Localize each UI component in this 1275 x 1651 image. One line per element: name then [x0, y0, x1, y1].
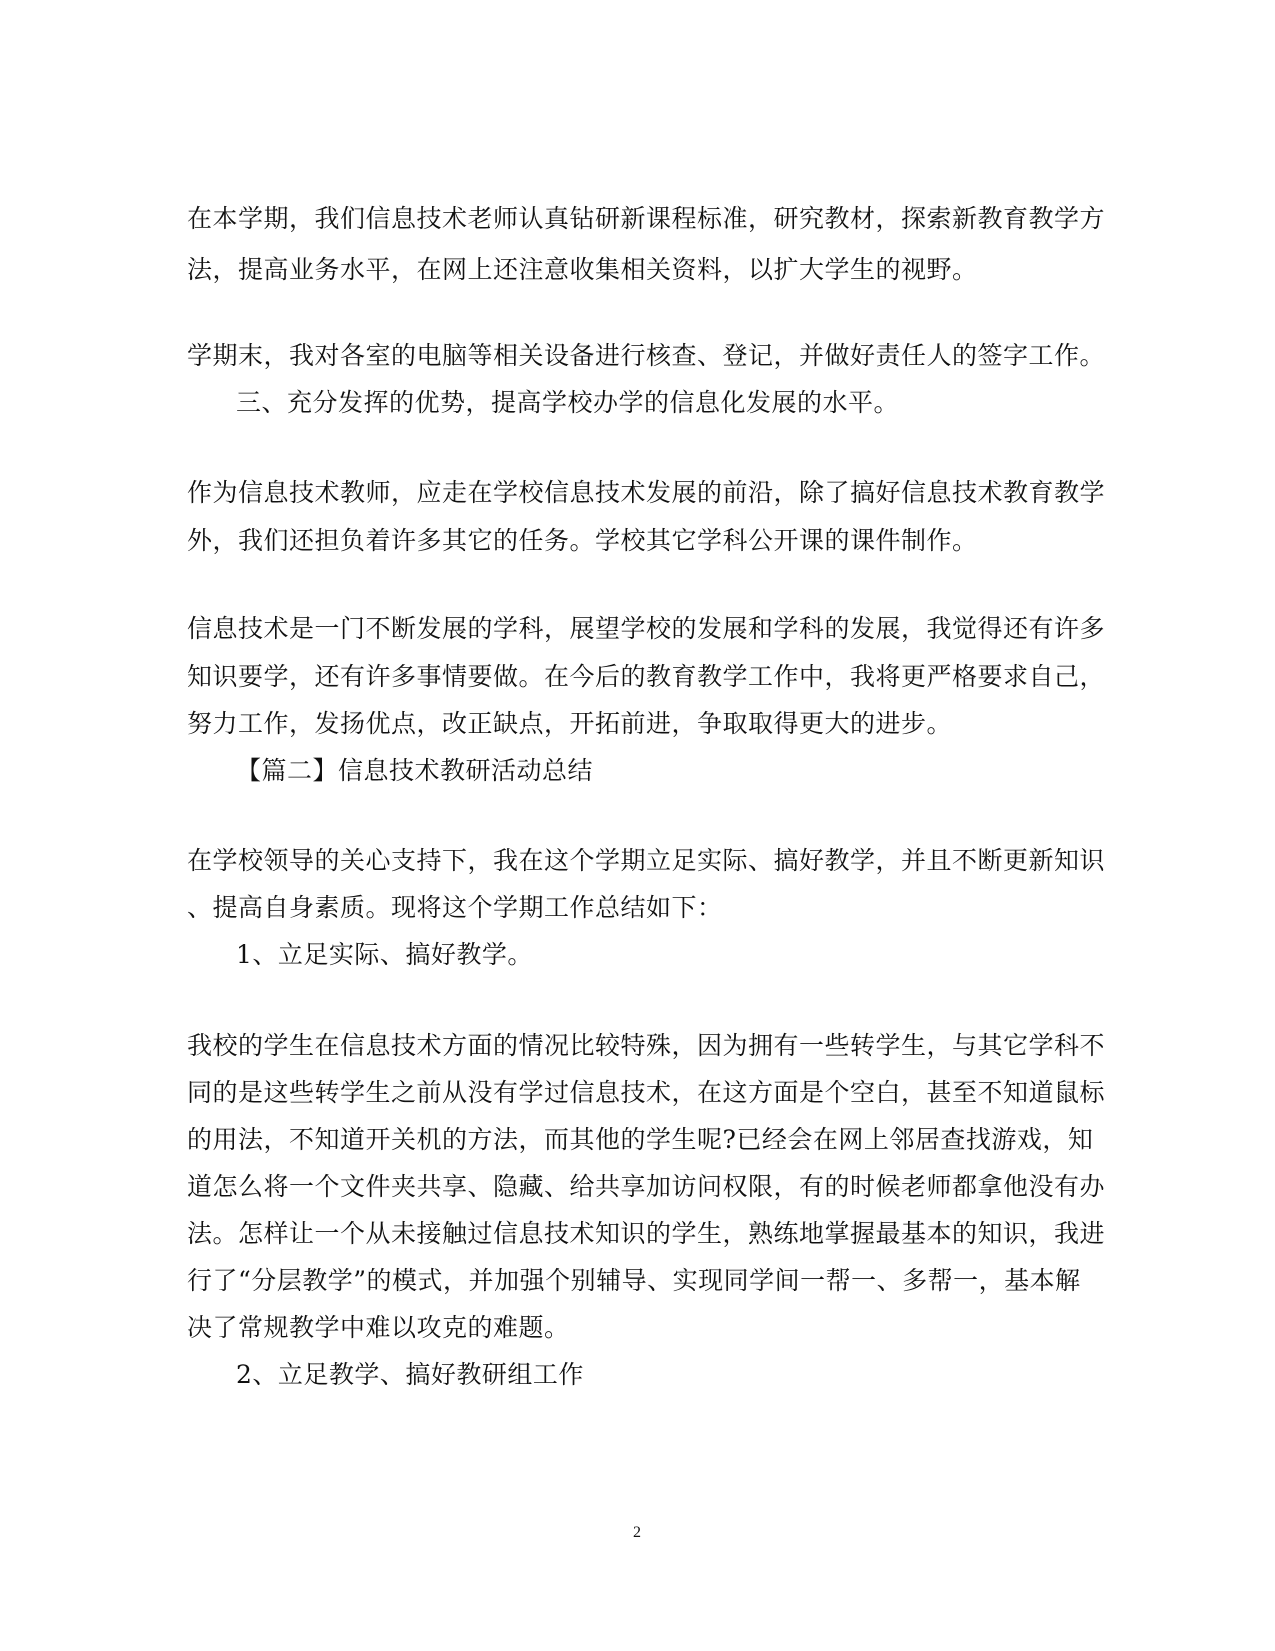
paragraph-line: 、提高自身素质。现将这个学期工作总结如下： — [187, 893, 723, 922]
paragraph-line: 的用法，不知道开关机的方法，而其他的学生呢?已经会在网上邻居查找游戏，知 — [187, 1125, 1094, 1154]
article-heading: 【篇二】信息技术教研活动总结 — [236, 756, 594, 785]
paragraph-line: 知识要学，还有许多事情要做。在今后的教育教学工作中，我将更严格要求自己， — [187, 662, 1106, 691]
list-heading: 1、立足实际、搞好教学。 — [236, 940, 533, 969]
paragraph-line: 外，我们还担负着许多其它的任务。学校其它学科公开课的课件制作。 — [187, 526, 978, 555]
paragraph-line: 我校的学生在信息技术方面的情况比较特殊，因为拥有一些转学生，与其它学科不 — [187, 1031, 1106, 1060]
paragraph-line: 法。怎样让一个从未接触过信息技术知识的学生，熟练地掌握最基本的知识，我进 — [187, 1219, 1106, 1248]
paragraph-line: 同的是这些转学生之前从没有学过信息技术，在这方面是个空白，甚至不知道鼠标 — [187, 1078, 1106, 1107]
paragraph-line: 道怎么将一个文件夹共享、隐藏、给共享加访问权限，有的时候老师都拿他没有办 — [187, 1172, 1106, 1201]
paragraph-line: 努力工作，发扬优点，改正缺点，开拓前进，争取取得更大的进步。 — [187, 709, 953, 738]
list-heading: 2、立足教学、搞好教研组工作 — [236, 1360, 584, 1389]
paragraph-line: 决了常规教学中难以攻克的难题。 — [187, 1313, 570, 1342]
section-heading: 三、充分发挥的优势，提高学校办学的信息化发展的水平。 — [236, 388, 900, 417]
page-number: 2 — [633, 1524, 641, 1541]
paragraph-line: 行了“分层教学”的模式，并加强个别辅导、实现同学间一帮一、多帮一，基本解 — [187, 1266, 1081, 1295]
paragraph-line: 学期末，我对各室的电脑等相关设备进行核查、登记，并做好责任人的签字工作。 — [187, 341, 1106, 370]
paragraph-line: 在学校领导的关心支持下，我在这个学期立足实际、搞好教学，并且不断更新知识 — [187, 846, 1106, 875]
paragraph-line: 法，提高业务水平，在网上还注意收集相关资料，以扩大学生的视野。 — [187, 255, 978, 284]
paragraph-line: 在本学期，我们信息技术老师认真钻研新课程标准，研究教材，探索新教育教学方 — [187, 204, 1106, 233]
paragraph-line: 作为信息技术教师，应走在学校信息技术发展的前沿，除了搞好信息技术教育教学 — [187, 478, 1106, 507]
paragraph-line: 信息技术是一门不断发展的学科，展望学校的发展和学科的发展，我觉得还有许多 — [187, 614, 1106, 643]
